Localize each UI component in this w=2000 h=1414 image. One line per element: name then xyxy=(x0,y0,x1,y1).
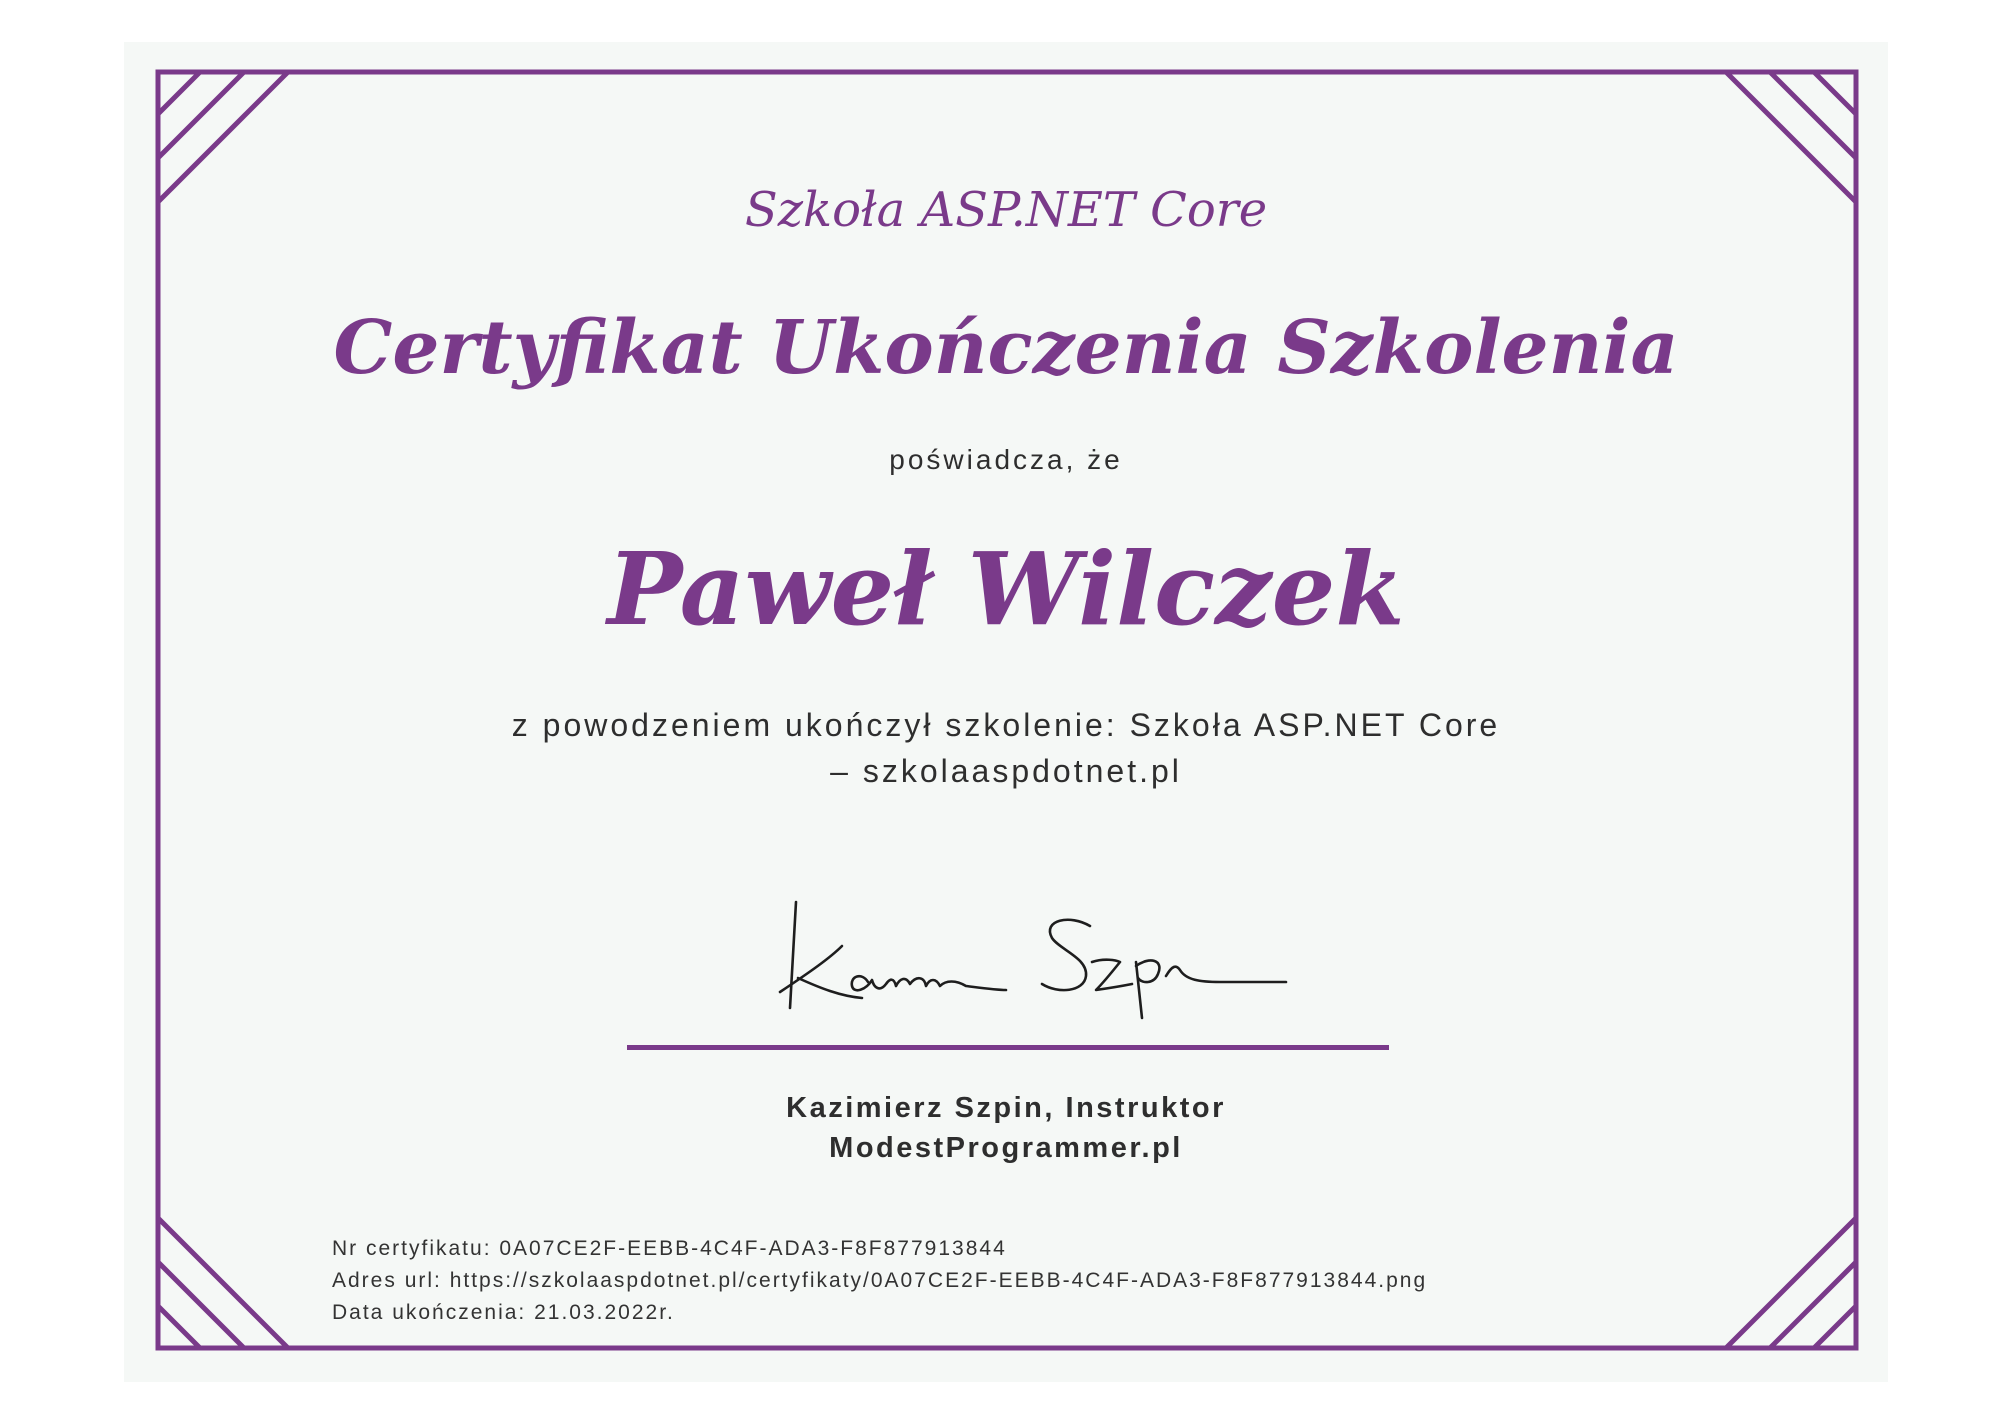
completion-line-2: – szkolaaspdotnet.pl xyxy=(830,753,1182,789)
recipient-name: Paweł Wilczek xyxy=(607,530,1405,648)
certificate-url: Adres url: https://szkolaaspdotnet.pl/certyfikaty/0A07CE2F-EEBB-4C4F-ADA3-F8F877913844.png xyxy=(332,1269,1428,1292)
instructor-block xyxy=(124,1088,1888,1168)
school-name: Szkoła ASP.NET Core xyxy=(744,182,1268,238)
certificate-footer xyxy=(332,1233,1427,1329)
completion-statement xyxy=(124,702,1888,794)
attests-text: poświadcza, że xyxy=(889,444,1123,475)
instructor-name: Kazimierz Szpin, Instruktor xyxy=(786,1092,1226,1124)
completion-line-1: z powodzeniem ukończył szkolenie: Szkoła ASP.NET Core xyxy=(511,707,1501,743)
certificate-title: Certyfikat Ukończenia Szkolenia xyxy=(333,305,1679,391)
instructor-website: ModestProgrammer.pl xyxy=(829,1132,1183,1164)
signature-line xyxy=(627,1045,1389,1050)
certificate-number: Nr certyfikatu: 0A07CE2F-EEBB-4C4F-ADA3-F8F877913844 xyxy=(332,1237,1007,1260)
completion-date: Data ukończenia: 21.03.2022r. xyxy=(332,1301,675,1324)
signature-image xyxy=(770,880,1290,1020)
